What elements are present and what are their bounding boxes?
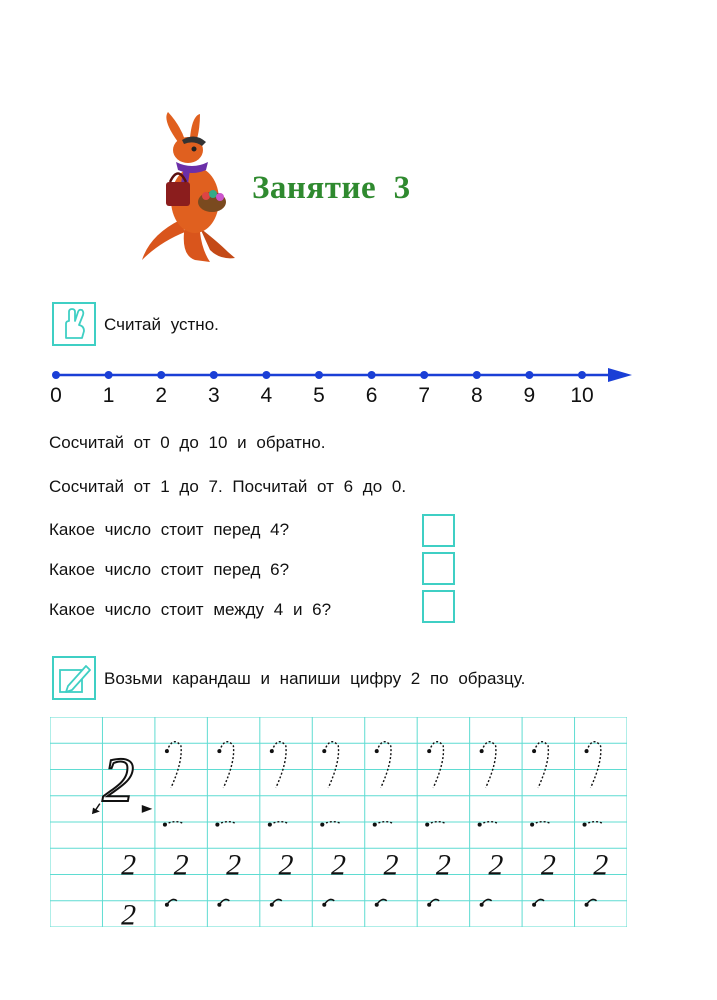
number-line-label: 2 bbox=[155, 384, 168, 407]
number-line-point bbox=[262, 371, 270, 379]
practice-digit-2: 2 bbox=[226, 848, 242, 882]
number-line-point bbox=[368, 371, 376, 379]
practice-digit-2: 2 bbox=[593, 848, 609, 882]
sample-digit-2: 2 bbox=[102, 744, 135, 815]
question-before-6: Какое число стоит перед 6? bbox=[49, 560, 290, 579]
kangaroo-illustration bbox=[140, 110, 240, 265]
practice-digit-2: 2 bbox=[278, 848, 294, 882]
number-line-point bbox=[473, 371, 481, 379]
number-line-label: 5 bbox=[313, 384, 325, 407]
trace-stroke[interactable] bbox=[219, 742, 233, 788]
number-line-point bbox=[525, 371, 533, 379]
practice-digit-2: 2 bbox=[540, 848, 556, 882]
task-count-0-10: Сосчитай от 0 до 10 и обратно. bbox=[49, 433, 326, 452]
number-line-label: 7 bbox=[418, 384, 431, 407]
section1-instruction: Считай устно. bbox=[104, 315, 219, 334]
practice-digit-2: 2 bbox=[173, 848, 189, 882]
number-line-label: 9 bbox=[523, 384, 536, 407]
question-between-4-6: Какое число стоит между 4 и 6? bbox=[49, 600, 332, 619]
practice-digit-2: 2 bbox=[435, 848, 451, 882]
practice-digit-2: 2 bbox=[121, 848, 137, 882]
practice-digit-2: 2 bbox=[488, 848, 504, 882]
number-line-label: 8 bbox=[470, 384, 483, 407]
trace-stroke[interactable] bbox=[167, 742, 181, 788]
stroke-arrow-icon bbox=[142, 805, 152, 813]
number-line-point bbox=[315, 371, 323, 379]
practice-digit-2: 2 bbox=[121, 898, 137, 927]
number-line-point bbox=[105, 371, 113, 379]
number-line-label: 3 bbox=[207, 384, 220, 407]
trace-stroke[interactable] bbox=[429, 742, 443, 788]
answer-box-3[interactable] bbox=[422, 590, 455, 623]
trace-stroke[interactable] bbox=[324, 742, 338, 788]
practice-digit-2: 2 bbox=[331, 848, 346, 882]
number-line-label: 4 bbox=[260, 384, 273, 407]
trace-stroke[interactable] bbox=[272, 742, 286, 788]
trace-stroke[interactable] bbox=[534, 742, 548, 788]
answer-box-2[interactable] bbox=[422, 552, 455, 585]
question-before-4: Какое число стоит перед 4? bbox=[49, 520, 290, 539]
number-line-point bbox=[420, 371, 428, 379]
practice-digit-2: 2 bbox=[383, 848, 399, 882]
number-line-label: 0 bbox=[50, 384, 62, 407]
pencil-writing-icon bbox=[52, 656, 96, 700]
number-line-label: 6 bbox=[365, 384, 378, 407]
answer-box-1[interactable] bbox=[422, 514, 455, 547]
number-line-point bbox=[52, 371, 60, 379]
task-count-1-7: Сосчитай от 1 до 7. Посчитай от 6 до 0. bbox=[49, 477, 407, 496]
number-line-point bbox=[578, 371, 586, 379]
trace-stroke[interactable] bbox=[377, 742, 391, 788]
hand-counting-icon bbox=[52, 302, 96, 346]
number-line-label: 1 bbox=[102, 384, 115, 407]
number-line-point bbox=[210, 371, 218, 379]
trace-stroke[interactable] bbox=[587, 742, 601, 788]
arrow-right-icon bbox=[608, 368, 632, 382]
trace-stroke[interactable] bbox=[482, 742, 496, 788]
section2-instruction: Возьми карандаш и напиши цифру 2 по образцу. bbox=[104, 669, 526, 688]
number-line-label: 10 bbox=[570, 384, 594, 407]
writing-practice-grid[interactable] bbox=[50, 717, 627, 927]
number-line-point bbox=[157, 371, 165, 379]
lesson-title: Занятие 3 bbox=[252, 170, 411, 206]
number-line bbox=[0, 355, 717, 415]
